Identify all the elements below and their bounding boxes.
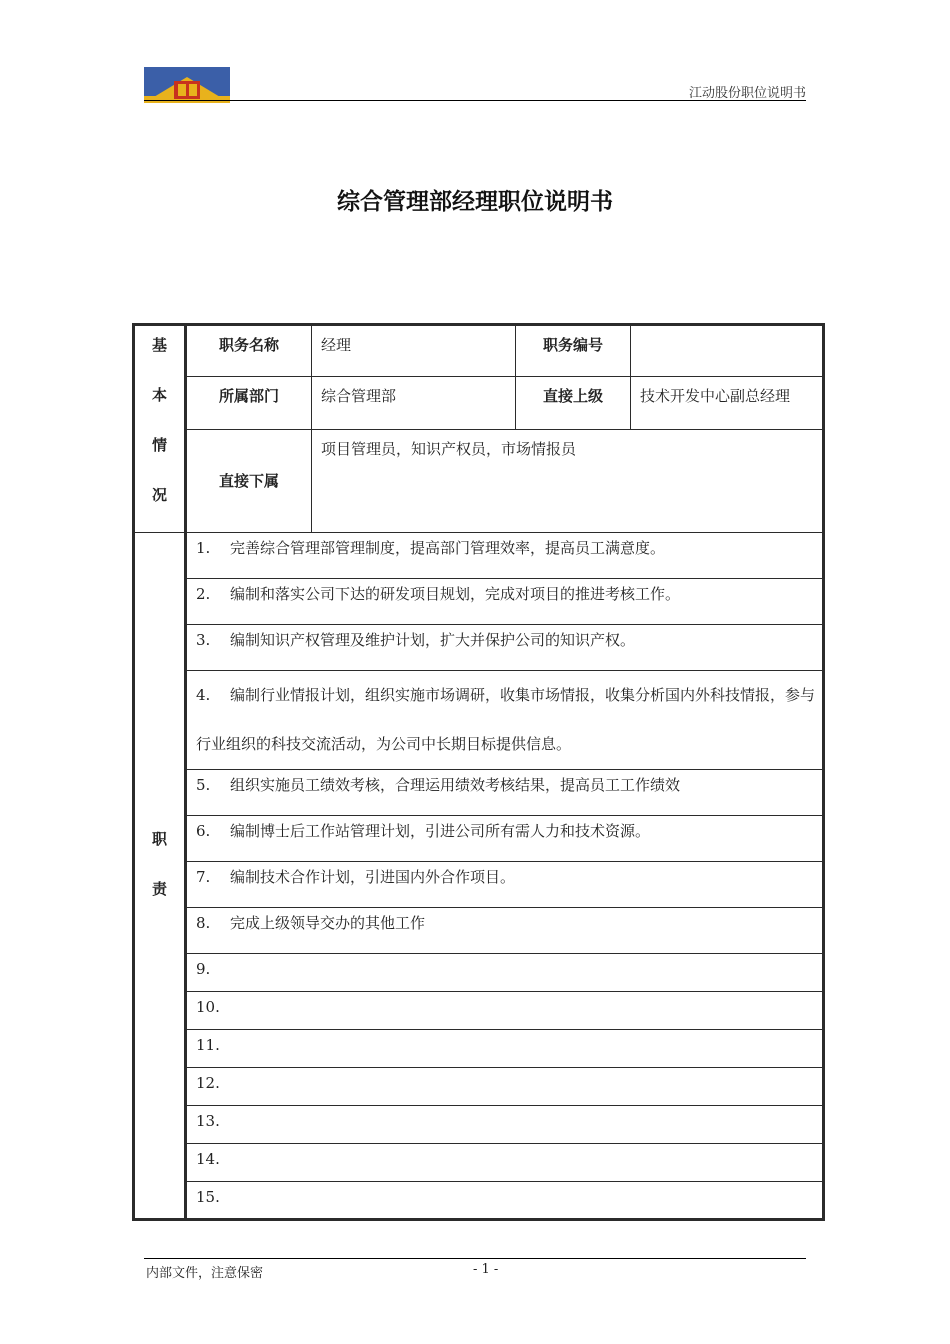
duty-item: 10. xyxy=(186,992,824,1030)
department-value: 综合管理部 xyxy=(312,377,516,429)
job-name-label: 职务名称 xyxy=(186,325,312,377)
footer-divider xyxy=(144,1258,806,1259)
duty-item: 12. xyxy=(186,1068,824,1106)
duty-item: 13. xyxy=(186,1106,824,1144)
subordinates-value: 项目管理员，知识产权员，市场情报员 xyxy=(312,429,824,533)
duty-item: 5. 组织实施员工绩效考核，合理运用绩效考核结果，提高员工工作绩效 xyxy=(186,770,824,816)
superior-label: 直接上级 xyxy=(516,377,631,429)
duty-item: 7. 编制技术合作计划，引进国内外合作项目。 xyxy=(186,862,824,908)
job-code-label: 职务编号 xyxy=(516,325,631,377)
superior-value: 技术开发中心副总经理 xyxy=(631,377,824,429)
page-title: 综合管理部经理职位说明书 xyxy=(337,189,613,215)
job-code-value xyxy=(631,325,824,377)
duty-item: 15. xyxy=(186,1182,824,1220)
duties-section-label: 职 责 xyxy=(134,533,186,1220)
page-number: - 1 - xyxy=(473,1262,499,1277)
duty-item: 3. 编制知识产权管理及维护计划，扩大并保护公司的知识产权。 xyxy=(186,625,824,671)
company-logo xyxy=(144,67,230,103)
job-description-table xyxy=(132,323,825,1221)
job-name-value: 经理 xyxy=(312,325,516,377)
header-divider xyxy=(144,100,806,101)
department-label: 所属部门 xyxy=(186,377,312,429)
duty-item: 8. 完成上级领导交办的其他工作 xyxy=(186,908,824,954)
duty-item: 4. 编制行业情报计划，组织实施市场调研，收集市场情报，收集分析国内外科技情报，参与行业组织的科技交流活动，为公司中长期目标提供信息。 xyxy=(186,671,824,770)
duty-item: 6. 编制博士后工作站管理计划，引进公司所有需人力和技术资源。 xyxy=(186,816,824,862)
duty-item: 2. 编制和落实公司下达的研发项目规划，完成对项目的推进考核工作。 xyxy=(186,579,824,625)
duty-item: 11. xyxy=(186,1030,824,1068)
duty-item: 9. xyxy=(186,954,824,992)
header-doc-title: 江动股份职位说明书 xyxy=(688,86,806,101)
duty-item: 1. 完善综合管理部管理制度，提高部门管理效率，提高员工满意度。 xyxy=(186,533,824,579)
confidential-note: 内部文件，注意保密 xyxy=(146,1266,264,1281)
basic-info-section-label: 基 本 情 况 xyxy=(134,325,186,533)
subordinates-label: 直接下属 xyxy=(186,429,312,533)
duty-item: 14. xyxy=(186,1144,824,1182)
